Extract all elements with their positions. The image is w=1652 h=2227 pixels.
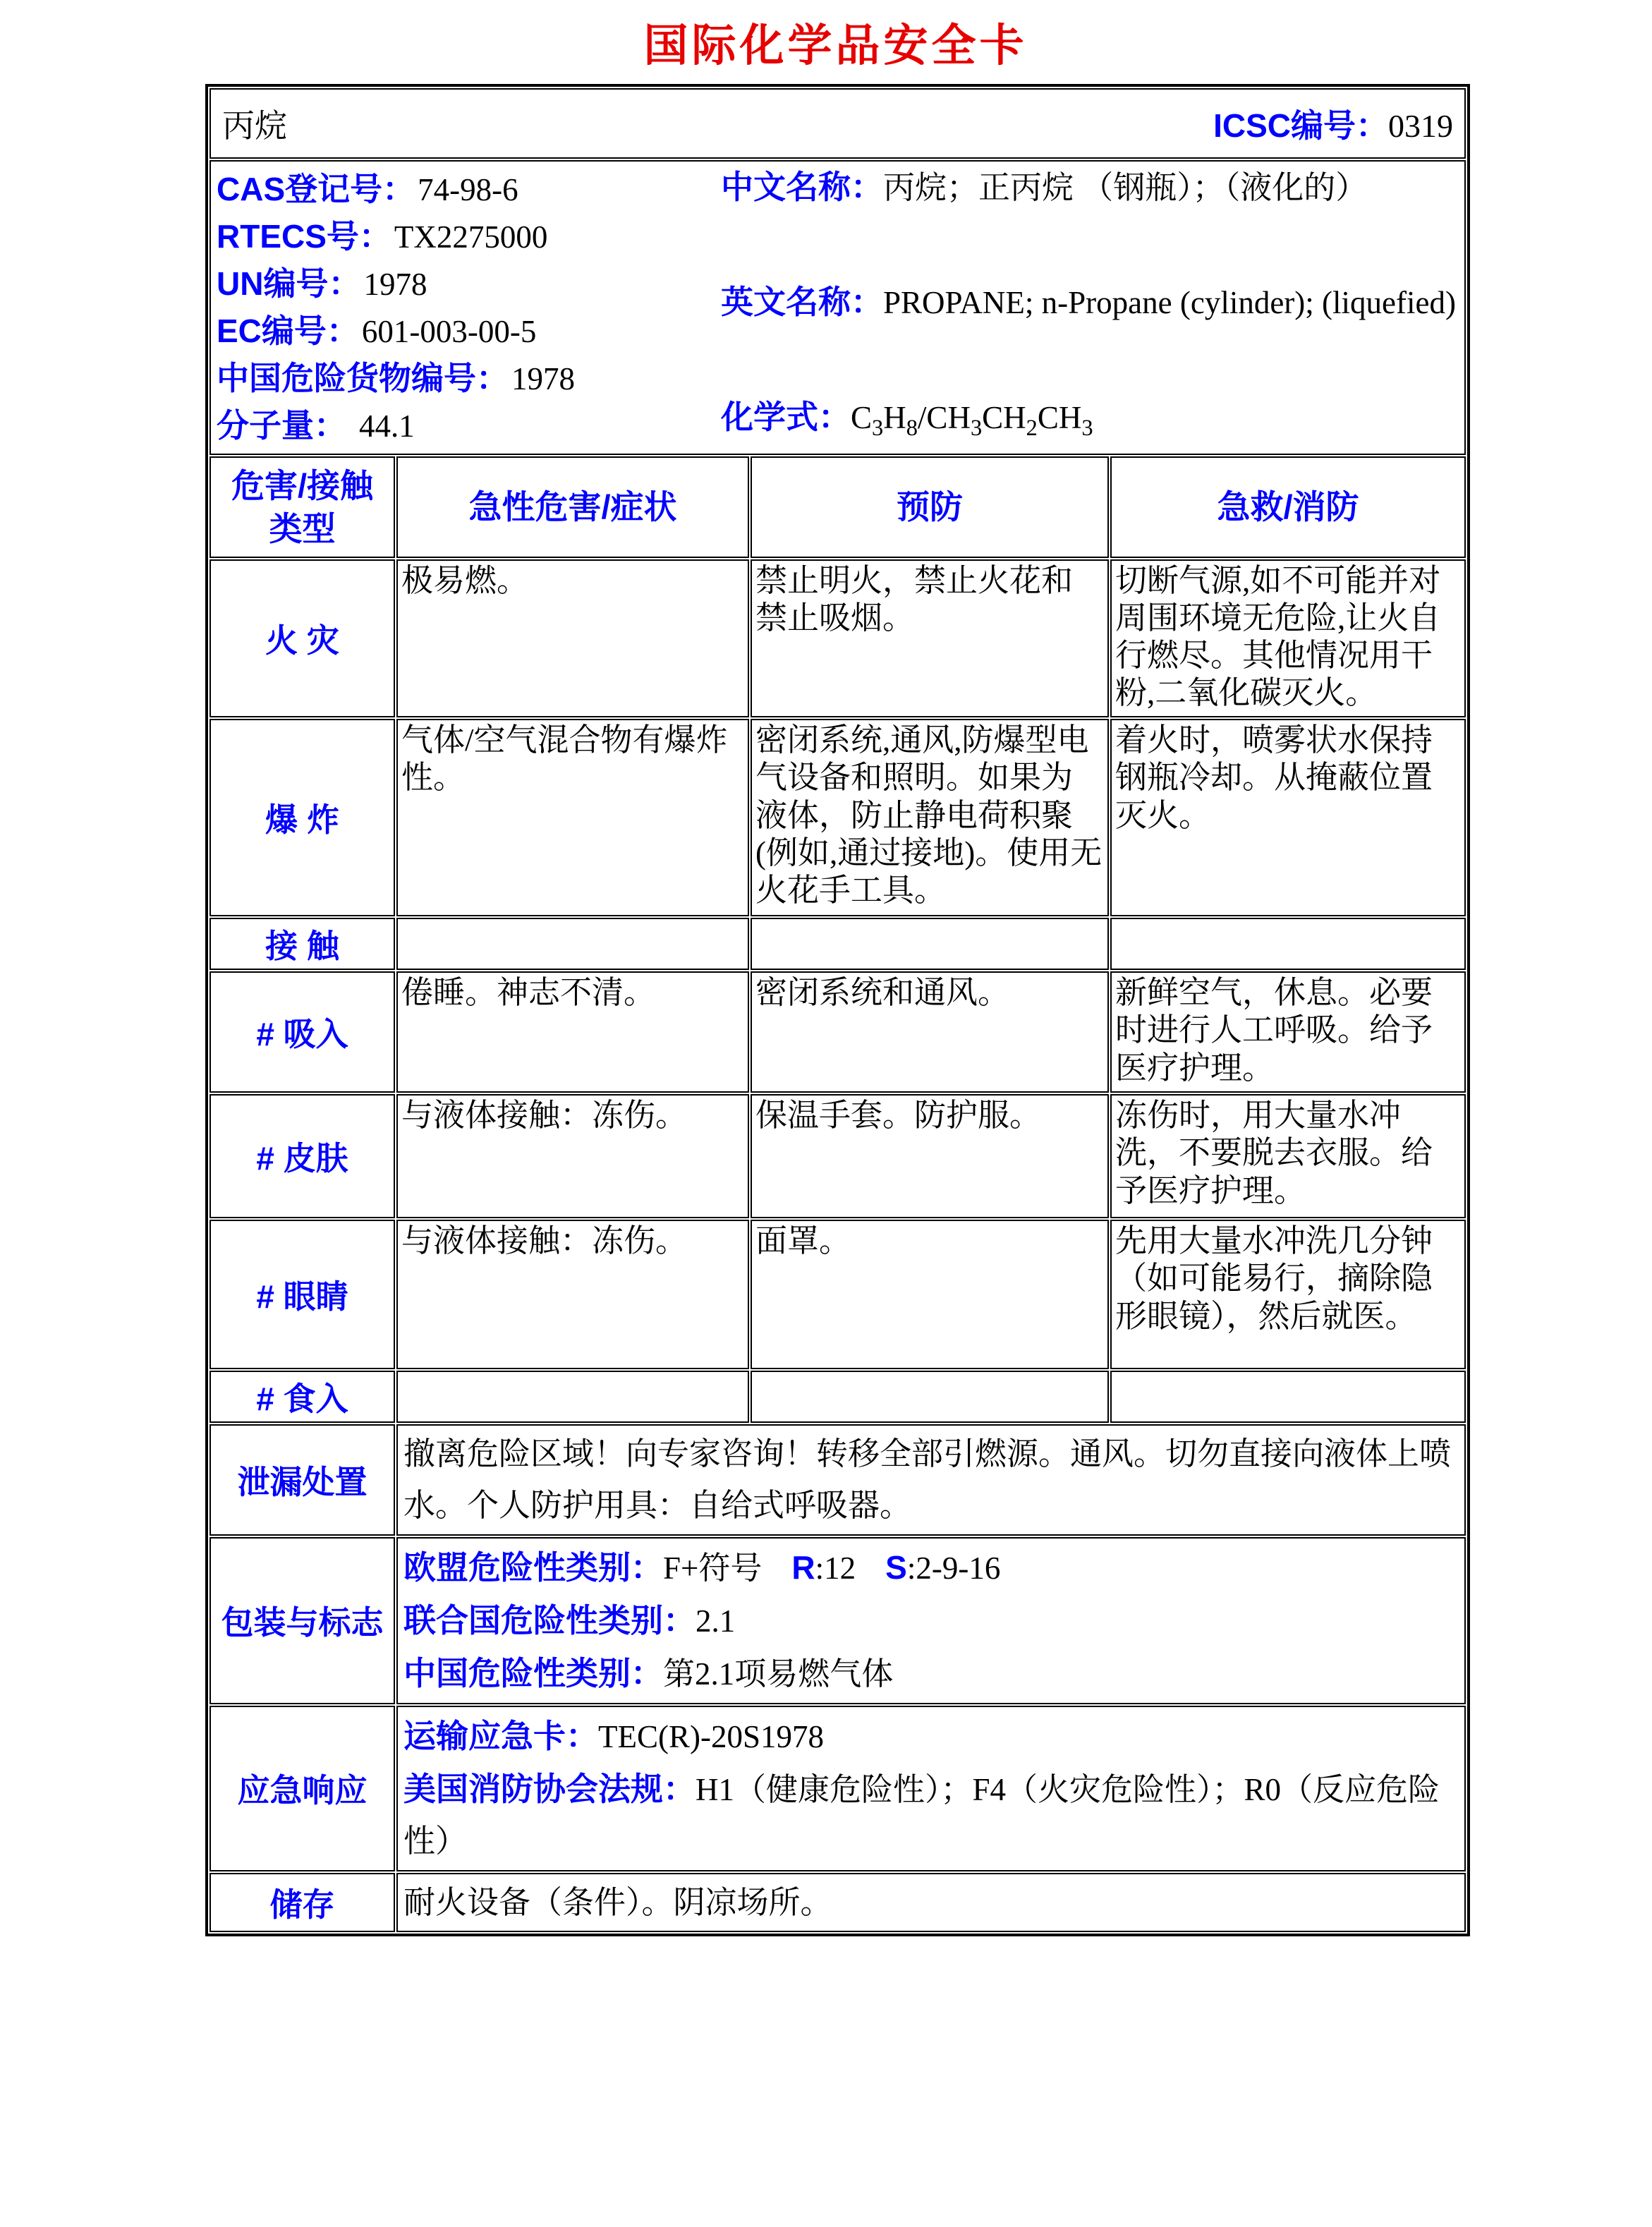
china-dg-label: 中国危险货物编号： bbox=[217, 360, 509, 396]
skin-label: # 皮肤 bbox=[209, 1094, 395, 1218]
header-firstaid-text: 急救/消防 bbox=[1217, 488, 1359, 526]
ingestion-label: # 食入 bbox=[209, 1371, 395, 1423]
ingestion-row bbox=[209, 1371, 1466, 1423]
un-class-line bbox=[403, 1594, 1459, 1647]
skin-prevention: 保温手套。防护服。 bbox=[751, 1094, 1109, 1218]
page-title: 国际化学品安全卡 bbox=[643, 21, 1028, 71]
cas-label: CAS登记号： bbox=[217, 171, 415, 207]
title-bar bbox=[215, 100, 1460, 147]
rtecs-line bbox=[217, 213, 721, 260]
skin-symptoms: 与液体接触：冻伤。 bbox=[396, 1094, 749, 1218]
header-symptoms-text: 急性危害/症状 bbox=[468, 488, 677, 526]
eyes-label: # 眼睛 bbox=[209, 1220, 395, 1369]
tec-line bbox=[403, 1710, 1459, 1763]
registry-numbers bbox=[217, 166, 721, 449]
inhalation-response: 新鲜空气，休息。必要时进行人工呼吸。给予医疗护理。 bbox=[1110, 971, 1466, 1093]
china-dg-value: 1978 bbox=[511, 361, 575, 396]
inhalation-symptoms: 倦睡。神志不清。 bbox=[396, 971, 749, 1093]
formula-label: 化学式： bbox=[721, 399, 851, 435]
contact-prevention bbox=[751, 918, 1109, 970]
storage-label: 储存 bbox=[209, 1873, 395, 1933]
chinese-name-line bbox=[721, 166, 1459, 209]
tec-label: 运输应急卡： bbox=[403, 1717, 598, 1754]
spill-row bbox=[209, 1424, 1466, 1536]
header-hazard-line1: 危害/接触 bbox=[231, 466, 374, 504]
cas-value: 74-98-6 bbox=[418, 172, 518, 207]
fire-label: 火 灾 bbox=[209, 559, 395, 717]
packaging-label: 包装与标志 bbox=[209, 1537, 395, 1704]
molweight-value: 44.1 bbox=[359, 408, 415, 444]
table-header-row bbox=[209, 456, 1466, 558]
chinese-name-label: 中文名称： bbox=[721, 169, 883, 205]
header-hazard-type-text bbox=[215, 464, 389, 550]
eu-class-value: F+符号 bbox=[663, 1551, 763, 1586]
english-name-value: PROPANE; n-Propane (cylinder); (liquefied) bbox=[883, 285, 1456, 320]
r-phrase-value: :12 bbox=[815, 1551, 856, 1586]
explosion-label: 爆 炸 bbox=[209, 719, 395, 916]
explosion-response: 着火时，喷雾状水保持钢瓶冷却。从掩蔽位置灭火。 bbox=[1110, 719, 1466, 916]
skin-row bbox=[209, 1094, 1466, 1218]
header-symptoms bbox=[396, 456, 749, 558]
safety-card-table bbox=[205, 84, 1470, 1936]
eyes-prevention: 面罩。 bbox=[751, 1220, 1109, 1369]
english-name-label: 英文名称： bbox=[721, 284, 883, 320]
header-hazard-type bbox=[209, 456, 395, 558]
contact-response bbox=[1110, 918, 1466, 970]
eyes-response: 先用大量水冲洗几分钟（如可能易行，摘除隐形眼镜），然后就医。 bbox=[1110, 1220, 1466, 1369]
cn-class-value: 第2.1项易燃气体 bbox=[663, 1656, 894, 1692]
inhalation-row bbox=[209, 971, 1466, 1093]
packaging-content bbox=[396, 1537, 1466, 1704]
card-title-cell bbox=[209, 88, 1466, 159]
nfpa-label: 美国消防协会法规： bbox=[403, 1770, 696, 1807]
header-prevention-text: 预防 bbox=[897, 488, 963, 526]
identification-block bbox=[215, 163, 1460, 452]
header-prevention bbox=[751, 456, 1109, 558]
icsc-number: 0319 bbox=[1388, 108, 1454, 144]
spill-content: 撤离危险区域！向专家咨询！转移全部引燃源。通风。切勿直接向液体上喷水。个人防护用具：自给式呼吸器。 bbox=[396, 1424, 1466, 1536]
contact-row bbox=[209, 918, 1466, 970]
eyes-symptoms: 与液体接触：冻伤。 bbox=[396, 1220, 749, 1369]
fire-response: 切断气源,如不可能并对周围环境无危险,让火自行燃尽。其他情况用干粉,二氧化碳灭火。 bbox=[1110, 559, 1466, 717]
storage-row bbox=[209, 1873, 1466, 1933]
molweight-label: 分子量： bbox=[217, 407, 346, 444]
emergency-content bbox=[396, 1706, 1466, 1871]
s-phrase-value: :2-9-16 bbox=[906, 1551, 1001, 1586]
un-class-label: 联合国危险性类别： bbox=[403, 1602, 696, 1639]
eu-class-line bbox=[403, 1541, 1459, 1594]
explosion-row bbox=[209, 719, 1466, 916]
card-title-row bbox=[209, 88, 1466, 159]
chemical-formula: $C_3H_8/CH_3CH_2CH_3$ bbox=[851, 400, 1093, 441]
substance-name: 丙烷 bbox=[222, 108, 287, 144]
explosion-prevention: 密闭系统,通风,防爆型电气设备和照明。如果为液体，防止静电荷积聚(例如,通过接地)。使用无火花手工具。 bbox=[751, 719, 1109, 916]
nfpa-value: H1（健康危险性）；F4（火灾危险性）；R0（反应危险性） bbox=[403, 1771, 1440, 1859]
contact-label: 接 触 bbox=[209, 918, 395, 970]
inhalation-prevention: 密闭系统和通风。 bbox=[751, 971, 1109, 1093]
un-line bbox=[217, 260, 721, 308]
r-phrase-label: R bbox=[791, 1549, 815, 1586]
un-value: 1978 bbox=[363, 267, 427, 302]
rtecs-value: TX2275000 bbox=[394, 219, 548, 255]
ec-line bbox=[217, 308, 721, 355]
nfpa-line bbox=[403, 1763, 1459, 1867]
un-class-value: 2.1 bbox=[696, 1603, 736, 1639]
names-block bbox=[721, 166, 1459, 449]
eu-class-label: 欧盟危险性类别： bbox=[403, 1549, 663, 1586]
packaging-row bbox=[209, 1537, 1466, 1704]
skin-response: 冻伤时，用大量水冲洗，不要脱去衣服。给予医疗护理。 bbox=[1110, 1094, 1466, 1218]
tec-value: TEC(R)-20S1978 bbox=[598, 1718, 824, 1754]
spill-label: 泄漏处置 bbox=[209, 1424, 395, 1536]
eyes-row bbox=[209, 1220, 1466, 1369]
ingestion-symptoms bbox=[396, 1371, 749, 1423]
china-dg-line bbox=[217, 355, 721, 402]
emergency-row bbox=[209, 1706, 1466, 1871]
inhalation-label: # 吸入 bbox=[209, 971, 395, 1093]
explosion-symptoms: 气体/空气混合物有爆炸性。 bbox=[396, 719, 749, 916]
identification-cell bbox=[209, 160, 1466, 455]
molweight-line bbox=[217, 402, 721, 449]
fire-prevention: 禁止明火，禁止火花和禁止吸烟。 bbox=[751, 559, 1109, 717]
ec-value: 601-003-00-5 bbox=[361, 314, 537, 349]
un-label: UN编号： bbox=[217, 265, 361, 302]
formula-line bbox=[721, 396, 1459, 449]
ingestion-prevention bbox=[751, 1371, 1109, 1423]
ec-label: EC编号： bbox=[217, 312, 359, 349]
icsc-number-group bbox=[1213, 100, 1453, 147]
cn-class-line bbox=[403, 1647, 1459, 1700]
chinese-name-value: 丙烷；正丙烷 （钢瓶）；（液化的） bbox=[883, 170, 1368, 205]
ingestion-response bbox=[1110, 1371, 1466, 1423]
english-name-line bbox=[721, 281, 1459, 324]
header-firstaid bbox=[1110, 456, 1466, 558]
icsc-label: ICSC编号： bbox=[1213, 107, 1389, 144]
storage-content: 耐火设备（条件）。阴凉场所。 bbox=[396, 1873, 1466, 1933]
header-hazard-line2: 类型 bbox=[269, 510, 336, 547]
identification-row bbox=[209, 160, 1466, 455]
cn-class-label: 中国危险性类别： bbox=[403, 1654, 663, 1692]
rtecs-label: RTECS号： bbox=[217, 218, 391, 255]
fire-row bbox=[209, 559, 1466, 717]
cas-line bbox=[217, 166, 721, 213]
emergency-label: 应急响应 bbox=[209, 1706, 395, 1871]
fire-symptoms: 极易燃。 bbox=[396, 559, 749, 717]
s-phrase-label: S bbox=[885, 1549, 907, 1586]
contact-symptoms bbox=[396, 918, 749, 970]
